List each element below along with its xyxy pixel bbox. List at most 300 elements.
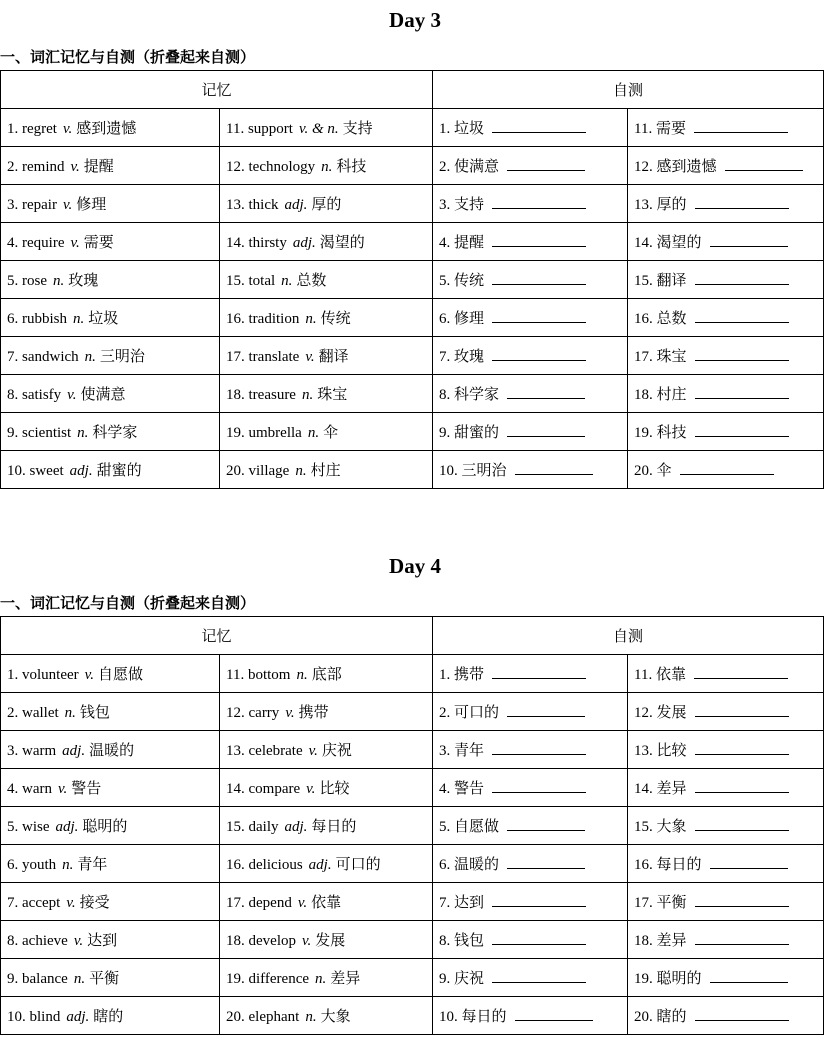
item-number: 10. <box>439 1009 458 1025</box>
item-number: 9. <box>439 971 451 987</box>
answer-blank[interactable] <box>694 664 788 679</box>
memory-cell <box>220 413 433 451</box>
part-of-speech: n. <box>73 971 86 987</box>
answer-blank[interactable] <box>710 968 788 983</box>
memory-cell <box>1 109 220 147</box>
item-number: 15. <box>226 819 245 835</box>
item-number: 2. <box>7 705 19 721</box>
english-word: daily <box>248 819 279 835</box>
answer-blank[interactable] <box>695 308 789 323</box>
part-of-speech: n. <box>64 705 76 721</box>
chinese-prompt: 发展 <box>656 703 687 721</box>
english-word: achieve <box>22 933 68 949</box>
self-test-cell <box>433 883 628 921</box>
chinese-prompt: 感到遗憾 <box>656 157 717 175</box>
chinese-meaning: 瞎的 <box>93 1007 124 1025</box>
item-number: 12. <box>226 159 245 175</box>
memory-cell <box>220 451 433 489</box>
item-number: 11. <box>226 121 245 137</box>
part-of-speech: n. <box>53 273 65 289</box>
item-number: 10. <box>439 463 458 479</box>
answer-blank[interactable] <box>492 968 586 983</box>
answer-blank[interactable] <box>507 156 585 171</box>
memory-header: 记忆 <box>1 617 433 655</box>
self-test-cell <box>433 109 628 147</box>
part-of-speech: v. <box>62 197 73 213</box>
chinese-prompt: 庆祝 <box>454 969 485 987</box>
chinese-prompt: 每日的 <box>461 1007 507 1025</box>
chinese-prompt: 自愿做 <box>454 817 500 835</box>
item-number: 5. <box>7 273 19 289</box>
item-number: 4. <box>7 781 19 797</box>
english-word: develop <box>248 933 296 949</box>
table-row <box>1 109 824 147</box>
item-number: 1. <box>439 121 451 137</box>
chinese-prompt: 警告 <box>454 779 485 797</box>
answer-blank[interactable] <box>695 346 789 361</box>
item-number: 15. <box>634 819 653 835</box>
self-test-header: 自测 <box>433 617 824 655</box>
item-number: 3. <box>7 743 19 759</box>
memory-cell <box>1 299 220 337</box>
item-number: 18. <box>226 387 245 403</box>
english-word: umbrella <box>248 425 302 441</box>
part-of-speech: v. & n. <box>298 121 339 137</box>
item-number: 15. <box>634 273 653 289</box>
english-word: technology <box>248 159 316 175</box>
memory-cell <box>220 997 433 1035</box>
self-test-cell <box>628 921 824 959</box>
english-word: volunteer <box>22 667 79 683</box>
answer-blank[interactable] <box>492 778 586 793</box>
answer-blank[interactable] <box>492 118 586 133</box>
table-row <box>1 413 824 451</box>
answer-blank[interactable] <box>492 930 586 945</box>
chinese-prompt: 支持 <box>454 195 485 213</box>
chinese-meaning: 村庄 <box>310 461 341 479</box>
chinese-meaning: 需要 <box>83 233 114 251</box>
chinese-prompt: 钱包 <box>454 931 485 949</box>
answer-blank[interactable] <box>695 816 789 831</box>
item-number: 16. <box>226 311 245 327</box>
english-word: sweet <box>29 463 64 479</box>
item-number: 20. <box>634 1009 653 1025</box>
table-row <box>1 261 824 299</box>
answer-blank[interactable] <box>694 118 788 133</box>
day3-section-title: 一、词汇记忆与自测（折叠起来自测） <box>0 48 256 66</box>
self-test-cell <box>628 693 824 731</box>
self-test-cell <box>628 845 824 883</box>
memory-cell <box>1 997 220 1035</box>
chinese-meaning: 翻译 <box>318 347 349 365</box>
answer-blank[interactable] <box>695 930 789 945</box>
item-number: 7. <box>7 895 19 911</box>
memory-cell <box>1 845 220 883</box>
self-test-cell <box>628 223 824 261</box>
chinese-meaning: 科学家 <box>92 423 138 441</box>
english-word: elephant <box>248 1009 300 1025</box>
part-of-speech: v. <box>62 121 73 137</box>
item-number: 2. <box>439 705 451 721</box>
answer-blank[interactable] <box>695 778 789 793</box>
chinese-prompt: 渴望的 <box>656 233 702 251</box>
part-of-speech: adj. <box>292 235 316 251</box>
self-test-cell <box>628 731 824 769</box>
chinese-prompt: 瞎的 <box>656 1007 687 1025</box>
part-of-speech: adj. <box>62 743 86 759</box>
chinese-meaning: 聪明的 <box>82 817 128 835</box>
chinese-prompt: 三明治 <box>461 461 507 479</box>
item-number: 14. <box>226 781 245 797</box>
answer-blank[interactable] <box>492 232 586 247</box>
memory-cell <box>1 655 220 693</box>
answer-blank[interactable] <box>710 854 788 869</box>
item-number: 4. <box>439 781 451 797</box>
chinese-prompt: 甜蜜的 <box>454 423 500 441</box>
answer-blank[interactable] <box>515 460 593 475</box>
chinese-prompt: 修理 <box>454 309 485 327</box>
part-of-speech: n. <box>84 349 96 365</box>
memory-cell <box>1 883 220 921</box>
chinese-prompt: 提醒 <box>454 233 485 251</box>
table-row <box>1 693 824 731</box>
chinese-prompt: 科技 <box>656 423 687 441</box>
self-test-cell <box>433 959 628 997</box>
table-row <box>1 959 824 997</box>
self-test-cell <box>433 375 628 413</box>
memory-cell <box>220 109 433 147</box>
item-number: 13. <box>226 197 245 213</box>
memory-cell <box>220 147 433 185</box>
part-of-speech: v. <box>70 235 80 251</box>
part-of-speech: adj. <box>284 197 308 213</box>
self-test-cell <box>628 375 824 413</box>
answer-blank[interactable] <box>492 892 586 907</box>
item-number: 3. <box>439 743 451 759</box>
table-row <box>1 655 824 693</box>
english-word: satisfy <box>22 387 62 403</box>
self-test-cell <box>433 185 628 223</box>
english-word: tradition <box>248 311 300 327</box>
chinese-meaning: 总数 <box>296 271 327 289</box>
item-number: 14. <box>226 235 245 251</box>
part-of-speech: v. <box>73 933 84 949</box>
chinese-meaning: 厚的 <box>311 195 342 213</box>
item-number: 10. <box>7 1009 26 1025</box>
item-number: 12. <box>226 705 245 721</box>
english-word: wise <box>22 819 50 835</box>
self-test-cell <box>433 147 628 185</box>
chinese-meaning: 携带 <box>298 703 329 721</box>
chinese-meaning: 接受 <box>79 893 110 911</box>
self-test-cell <box>433 261 628 299</box>
chinese-prompt: 差异 <box>656 779 687 797</box>
english-word: difference <box>248 971 310 987</box>
chinese-meaning: 珠宝 <box>317 385 348 403</box>
chinese-prompt: 每日的 <box>656 855 702 873</box>
self-test-cell <box>433 655 628 693</box>
item-number: 16. <box>634 857 653 873</box>
english-word: carry <box>248 705 280 721</box>
answer-blank[interactable] <box>695 384 789 399</box>
english-word: regret <box>22 121 57 137</box>
memory-cell <box>1 959 220 997</box>
answer-blank[interactable] <box>507 384 585 399</box>
part-of-speech: adj. <box>308 857 332 873</box>
part-of-speech: n. <box>77 425 89 441</box>
self-test-cell <box>433 731 628 769</box>
memory-header: 记忆 <box>1 71 433 109</box>
item-number: 6. <box>439 311 451 327</box>
chinese-prompt: 科学家 <box>454 385 500 403</box>
chinese-meaning: 达到 <box>87 931 118 949</box>
chinese-meaning: 底部 <box>311 665 342 683</box>
answer-blank[interactable] <box>725 156 803 171</box>
item-number: 12. <box>634 159 653 175</box>
memory-cell <box>220 921 433 959</box>
table-row <box>1 223 824 261</box>
table-row <box>1 921 824 959</box>
item-number: 15. <box>226 273 245 289</box>
memory-cell <box>1 807 220 845</box>
answer-blank[interactable] <box>515 1006 593 1021</box>
chinese-prompt: 传统 <box>454 271 485 289</box>
item-number: 2. <box>7 159 19 175</box>
english-word: celebrate <box>248 743 303 759</box>
item-number: 11. <box>634 667 653 683</box>
answer-blank[interactable] <box>695 270 789 285</box>
self-test-cell <box>433 845 628 883</box>
chinese-meaning: 传统 <box>320 309 351 327</box>
answer-blank[interactable] <box>507 702 585 717</box>
self-test-cell <box>628 413 824 451</box>
part-of-speech: adj. <box>55 819 79 835</box>
answer-blank[interactable] <box>695 1006 789 1021</box>
english-word: balance <box>22 971 68 987</box>
english-word: total <box>248 273 276 289</box>
answer-blank[interactable] <box>492 740 586 755</box>
chinese-prompt: 差异 <box>656 931 687 949</box>
day3-title: Day 3 <box>389 8 441 32</box>
self-test-cell <box>433 451 628 489</box>
part-of-speech: adj. <box>284 819 308 835</box>
part-of-speech: v. <box>297 895 308 911</box>
item-number: 17. <box>634 895 653 911</box>
chinese-meaning: 平衡 <box>89 969 120 987</box>
table-row <box>1 883 824 921</box>
memory-cell <box>220 261 433 299</box>
item-number: 6. <box>7 857 19 873</box>
self-test-cell <box>433 997 628 1035</box>
english-word: depend <box>248 895 292 911</box>
item-number: 17. <box>226 349 245 365</box>
answer-blank[interactable] <box>492 194 586 209</box>
table-row <box>1 997 824 1035</box>
self-test-cell <box>628 959 824 997</box>
header-row <box>1 617 824 655</box>
table-row <box>1 185 824 223</box>
part-of-speech: v. <box>301 933 312 949</box>
answer-blank[interactable] <box>710 232 788 247</box>
part-of-speech: n. <box>321 159 333 175</box>
self-test-cell <box>628 147 824 185</box>
self-test-cell <box>628 299 824 337</box>
item-number: 13. <box>634 743 653 759</box>
part-of-speech: v. <box>306 781 316 797</box>
part-of-speech: v. <box>66 895 76 911</box>
answer-blank[interactable] <box>492 270 586 285</box>
item-number: 4. <box>7 235 19 251</box>
answer-blank[interactable] <box>492 346 586 361</box>
part-of-speech: v. <box>70 159 80 175</box>
item-number: 16. <box>226 857 245 873</box>
chinese-prompt: 总数 <box>656 309 687 327</box>
day4-section-title: 一、词汇记忆与自测（折叠起来自测） <box>0 594 256 612</box>
answer-blank[interactable] <box>492 664 586 679</box>
chinese-meaning: 温暖的 <box>89 741 135 759</box>
chinese-meaning: 庆祝 <box>321 741 352 759</box>
chinese-meaning: 提醒 <box>83 157 114 175</box>
part-of-speech: v. <box>84 667 94 683</box>
item-number: 11. <box>634 121 653 137</box>
chinese-meaning: 警告 <box>71 779 102 797</box>
memory-cell <box>1 223 220 261</box>
self-test-cell <box>433 769 628 807</box>
self-test-cell <box>628 185 824 223</box>
part-of-speech: n. <box>307 425 320 441</box>
chinese-prompt: 青年 <box>454 741 485 759</box>
self-test-cell <box>628 261 824 299</box>
answer-blank[interactable] <box>695 740 789 755</box>
memory-cell <box>1 261 220 299</box>
memory-cell <box>1 693 220 731</box>
memory-cell <box>1 185 220 223</box>
chinese-meaning: 每日的 <box>311 817 357 835</box>
answer-blank[interactable] <box>695 422 789 437</box>
item-number: 1. <box>439 667 451 683</box>
chinese-meaning: 玫瑰 <box>68 271 99 289</box>
chinese-meaning: 大象 <box>320 1007 351 1025</box>
answer-blank[interactable] <box>695 892 789 907</box>
english-word: support <box>247 121 293 137</box>
chinese-prompt: 翻译 <box>656 271 687 289</box>
table-row <box>1 147 824 185</box>
chinese-meaning: 垃圾 <box>88 309 119 327</box>
chinese-prompt: 伞 <box>656 461 672 479</box>
item-number: 14. <box>634 781 653 797</box>
answer-blank[interactable] <box>507 422 585 437</box>
item-number: 19. <box>634 425 653 441</box>
chinese-meaning: 青年 <box>77 855 108 873</box>
memory-cell <box>220 731 433 769</box>
item-number: 20. <box>226 1009 245 1025</box>
item-number: 5. <box>7 819 19 835</box>
memory-cell <box>220 337 433 375</box>
item-number: 8. <box>7 387 19 403</box>
chinese-prompt: 温暖的 <box>454 855 500 873</box>
item-number: 13. <box>634 197 653 213</box>
item-number: 10. <box>7 463 26 479</box>
memory-cell <box>220 655 433 693</box>
answer-blank[interactable] <box>680 460 774 475</box>
chinese-prompt: 依靠 <box>655 665 686 683</box>
item-number: 9. <box>7 425 19 441</box>
table-row <box>1 451 824 489</box>
self-test-cell <box>628 655 824 693</box>
chinese-meaning: 钱包 <box>79 703 110 721</box>
chinese-prompt: 比较 <box>656 741 687 759</box>
memory-cell <box>220 693 433 731</box>
table-row <box>1 375 824 413</box>
english-word: remind <box>22 159 65 175</box>
memory-cell <box>220 375 433 413</box>
part-of-speech: v. <box>285 705 295 721</box>
chinese-prompt: 可口的 <box>454 703 500 721</box>
self-test-cell <box>433 337 628 375</box>
self-test-cell <box>628 807 824 845</box>
item-number: 18. <box>226 933 245 949</box>
chinese-meaning: 自愿做 <box>97 665 143 683</box>
chinese-prompt: 珠宝 <box>656 347 687 365</box>
memory-cell <box>1 337 220 375</box>
answer-blank[interactable] <box>507 816 585 831</box>
chinese-meaning: 使满意 <box>80 385 126 403</box>
item-number: 19. <box>634 971 653 987</box>
part-of-speech: adj. <box>66 1009 90 1025</box>
english-word: youth <box>22 857 57 873</box>
self-test-cell <box>628 997 824 1035</box>
self-test-cell <box>628 109 824 147</box>
english-word: warm <box>22 743 57 759</box>
answer-blank[interactable] <box>695 194 789 209</box>
english-word: thick <box>248 197 279 213</box>
self-test-cell <box>433 693 628 731</box>
answer-blank[interactable] <box>492 308 586 323</box>
english-word: village <box>248 463 290 479</box>
memory-cell <box>220 769 433 807</box>
item-number: 19. <box>226 971 245 987</box>
english-word: sandwich <box>22 349 79 365</box>
item-number: 19. <box>226 425 245 441</box>
chinese-prompt: 达到 <box>454 893 485 911</box>
english-word: blind <box>29 1009 61 1025</box>
part-of-speech: v. <box>58 781 68 797</box>
table-row <box>1 845 824 883</box>
part-of-speech: n. <box>301 387 314 403</box>
memory-cell <box>220 807 433 845</box>
chinese-meaning: 三明治 <box>99 347 145 365</box>
day3-vocab-table <box>0 70 824 489</box>
item-number: 1. <box>7 121 19 137</box>
chinese-meaning: 发展 <box>315 931 346 949</box>
part-of-speech: n. <box>73 311 85 327</box>
item-number: 9. <box>7 971 19 987</box>
item-number: 14. <box>634 235 653 251</box>
english-word: scientist <box>22 425 72 441</box>
item-number: 20. <box>634 463 653 479</box>
item-number: 11. <box>226 667 245 683</box>
english-word: rubbish <box>22 311 67 327</box>
chinese-prompt: 平衡 <box>656 893 687 911</box>
table-row <box>1 807 824 845</box>
memory-cell <box>1 451 220 489</box>
answer-blank[interactable] <box>695 702 789 717</box>
item-number: 6. <box>439 857 451 873</box>
item-number: 5. <box>439 273 451 289</box>
item-number: 8. <box>7 933 19 949</box>
answer-blank[interactable] <box>507 854 585 869</box>
item-number: 3. <box>439 197 451 213</box>
